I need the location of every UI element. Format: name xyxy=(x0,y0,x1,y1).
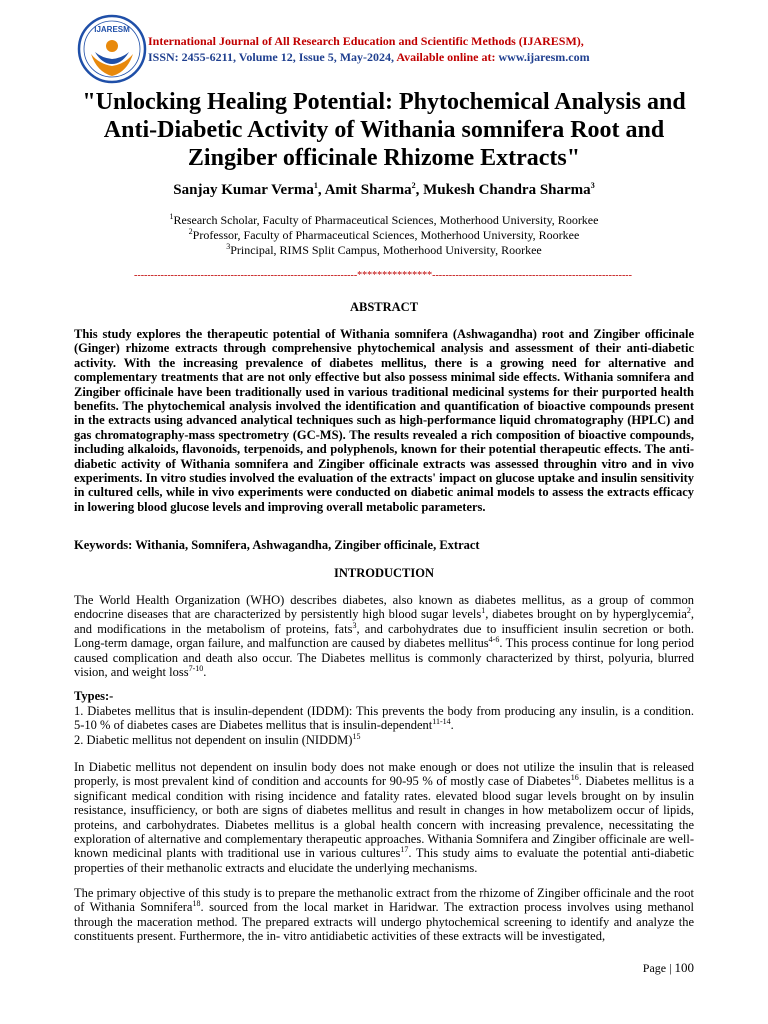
paragraph-text: . This study aims to evaluate the potential anti-diabetic properties of their methanolic extracts and elucidate the underlying mechanisms. xyxy=(74,846,694,875)
affiliation-text: Principal, RIMS Split Campus, Motherhood University, Roorkee xyxy=(230,243,542,257)
citation-sup: 17 xyxy=(400,845,409,855)
keywords: Keywords: Withania, Somnifera, Ashwagandha, Zingiber officinale, Extract xyxy=(74,538,480,552)
affiliation xyxy=(0,243,768,258)
affiliation-text: Research Scholar, Faculty of Pharmaceutical Sciences, Motherhood University, Roorkee xyxy=(173,213,599,227)
type-1-item xyxy=(74,704,694,733)
citation-sup: 4-6 xyxy=(488,635,500,645)
abstract-heading: ABSTRACT xyxy=(349,300,419,314)
affiliation-text: Professor, Faculty of Pharmaceutical Sciences, Motherhood University, Roorkee xyxy=(192,228,580,242)
paragraph-text: The primary objective of this study is to prepare the methanolic extract from the rhizome of Zingiber officinale and the root of Withania Somnifera xyxy=(74,886,694,915)
paragraph-text: . Diabetes mellitus is a significant medical condition with rising incidence and fatality rates. elevated blood sugar levels brought on by insulin resistance, insufficiency, or both are signs of diabetes mellitus and result in changes in how metabolizem occur of lipids, proteins, and carbohydrates. Diabetes mellitus is a global health concern with increasing prevalence, necessitating the exploration of alternative and complementary therapeutic approaches. Withania Somnifera and Zingiber officinale are well-known medicinal plants with traditional use in various cultures xyxy=(74,774,694,861)
affiliation xyxy=(0,228,768,243)
paragraph-text: , diabetes brought on by hyperglycemia xyxy=(485,607,687,622)
issn-line xyxy=(148,49,590,65)
author-name: Sanjay Kumar Verma xyxy=(173,182,314,198)
types-heading: Types:- xyxy=(74,689,114,703)
paragraph-text: , and carbohydrates due to insufficient insulin secretion or both. Long-term damage, organ failure, and malfunction are caused by diabetes mellitus xyxy=(74,621,694,651)
intro-paragraph-1 xyxy=(74,593,694,679)
issn-text: ISSN: 2455-6211, Volume 12, Issue 5, May-2024, xyxy=(148,50,397,64)
citation-sup: 11-14 xyxy=(432,717,451,727)
affiliations xyxy=(0,213,768,258)
page-label: Page | xyxy=(642,961,675,975)
paragraph-text: . This process continue for long period caused complication and death also occur. The Diabetes mellitus is commonly characterized by thirst, polyuria, blurred vision, and weight loss xyxy=(74,636,695,680)
affiliation xyxy=(0,213,768,228)
paragraph-text: 2. Diabetic mellitus not dependent on insulin (NIDDM) xyxy=(74,733,353,747)
citation-sup: 16 xyxy=(570,773,579,783)
section-divider: -------------------------------------------------------------------***************------------------------------------------------------------ xyxy=(134,270,632,281)
author-name: Amit Sharma xyxy=(324,182,412,198)
intro-paragraph-3 xyxy=(74,886,694,944)
journal-name: International Journal of All Research Education and Scientific Methods (IJARESM), xyxy=(148,34,584,48)
citation-sup: 3 xyxy=(352,620,357,630)
author-sup: 2 xyxy=(411,181,416,190)
paragraph-text: , and modifications in the metabolism of proteins, fats xyxy=(74,607,694,636)
affiliation-sup: 2 xyxy=(188,227,193,236)
journal-logo xyxy=(77,14,147,84)
type-2-item xyxy=(74,733,694,747)
introduction-heading: INTRODUCTION xyxy=(333,566,434,580)
logo-text: IJARESM xyxy=(94,25,130,34)
journal-website-link[interactable]: www.ijaresm.com xyxy=(498,50,590,64)
author-sup: 3 xyxy=(590,181,595,190)
paragraph-text: The World Health Organization (WHO) describes diabetes, also known as diabetes mellitus, as a group of common endocrine diseases that are characterized by persistently high blood sugar levels xyxy=(74,593,694,622)
journal-header xyxy=(148,33,590,65)
paragraph-text: In Diabetic mellitus not dependent on insulin body does not make enough or does not utilize the insulin that is released properly, is most prevalent kind of condition and accounts for 90-95 % of mostly case of Diabetes xyxy=(74,760,694,789)
affiliation-sup: 3 xyxy=(226,242,231,251)
citation-sup: 7-10 xyxy=(188,663,204,673)
paragraph-text: . xyxy=(203,665,207,680)
author-list: Sanjay Kumar Verma$^1$, Amit Sharma$^2$, Mukesh Chandra Sharma$^3$ xyxy=(173,181,595,198)
paragraph-text: . xyxy=(450,718,454,733)
paragraph-text: . sourced from the local market in Haridwar. The extraction process involves using methanol through the maceration method. The prepared extracts will undergo phytochemical screening to identify and analyze the constituents present. Furthermore, the in- vitro antidiabetic activities of these extracts will be investigated, xyxy=(74,900,694,944)
available-online-label: Available online at: xyxy=(396,50,499,64)
paper-title: "Unlocking Healing Potential: Phytochemical Analysis and Anti-Diabetic Activity of Withania somnifera Root and Zingiber officinale Rhizome Extracts" xyxy=(82,89,686,171)
citation-sup: 2 xyxy=(686,606,691,616)
paragraph-text: 1. Diabetes mellitus that is insulin-dependent (IDDM): This prevents the body from producing any insulin, is a condition. 5-10 % of diabetes cases are Diabetes mellitus that is insulin-dependent xyxy=(74,704,694,733)
citation-sup: 15 xyxy=(352,731,361,741)
author-sup: 1 xyxy=(313,181,318,190)
author-name: Mukesh Chandra Sharma xyxy=(423,182,591,198)
page-footer xyxy=(643,960,694,976)
abstract-text: This study explores the therapeutic potential of Withania somnifera (Ashwagandha) root and Zingiber officinale (Ginger) rhizome extracts through comprehensive phytochemical analysis and assessment of their anti-diabetic activity. With the increasing prevalence of diabetes mellitus, there is a growing need for alternative and complementary treatments that are not only effective but also possess minimal side effects. Withania somnifera and Zingiber officinale have been traditionally used in various traditional medicinal systems for their purported health benefits. The phytochemical analysis involved the identification and quantification of bioactive compounds present in the extracts using advanced analytical techniques such as high-performance liquid chromatography (HPLC) and gas chromatography-mass spectrometry (GC-MS). The results revealed a rich composition of bioactive compounds, including alkaloids, flavonoids, terpenoids, and polyphenols, known for their potential therapeutic effects. The anti-diabetic activity of Withania somnifera and Zingiber officinale extracts was assessed throughin vitro and in vivo experiments. In vitro studies involved the evaluation of the extracts' impact on glucose uptake and insulin sensitivity in cultured cells, while in vivo experiments were conducted on diabetic animal models to assess the extracts efficacy in lowering blood glucose levels and improving overall metabolic parameters. xyxy=(74,327,694,514)
citation-sup: 18 xyxy=(192,899,201,909)
citation-sup: 1 xyxy=(481,606,486,616)
affiliation-sup: 1 xyxy=(169,212,174,221)
page-number: 100 xyxy=(674,960,694,975)
intro-paragraph-2 xyxy=(74,760,694,875)
